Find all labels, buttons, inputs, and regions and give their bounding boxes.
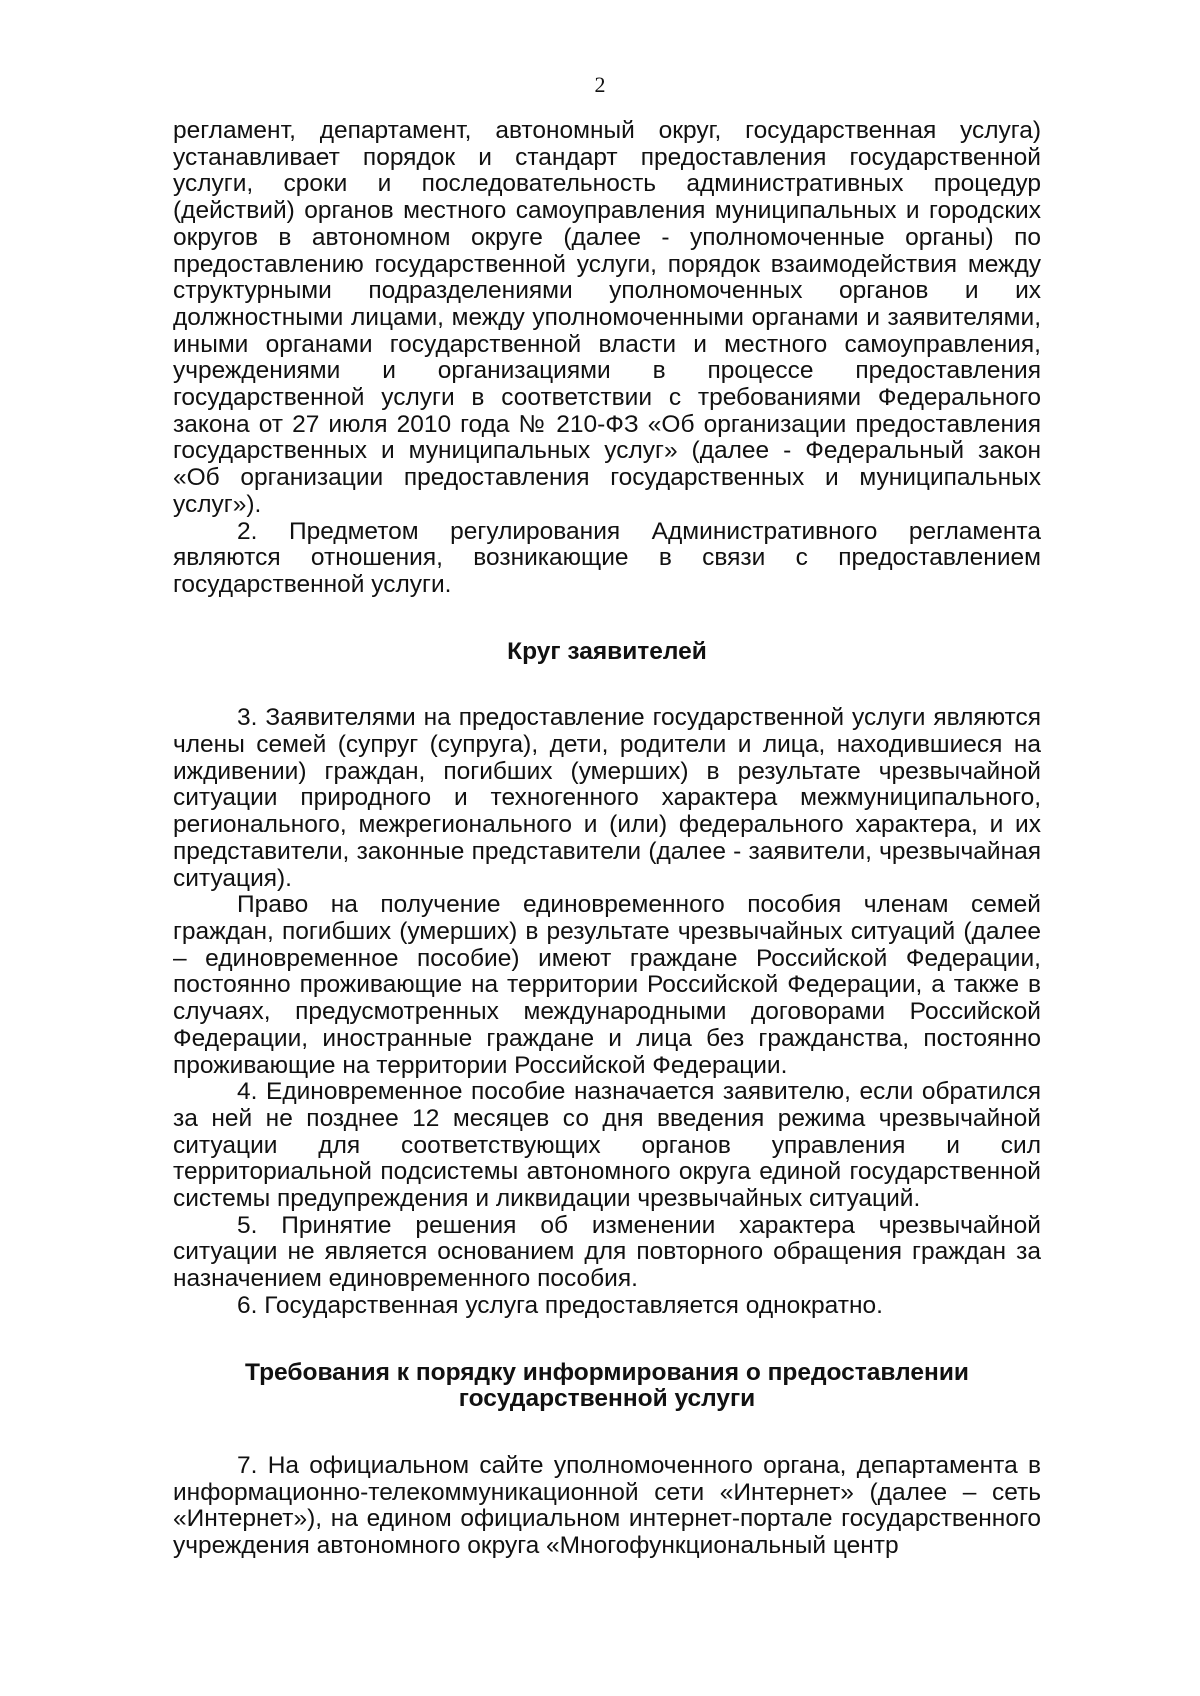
paragraph-7: 7. На официальном сайте уполномоченного органа, департамента в информационно-телекоммуникационной сети «Интернет» (далее – сеть «Интернет»), на едином официальном интернет-портале государственного учреждения автономного округа «Многофункциональный центр [173,1451,1041,1560]
document-body [173,118,1041,1560]
paragraph-2: 2. Предметом регулирования Административного регламента являются отношения, возникающие в связи с предоставлением государственной услуги. [173,517,1041,598]
section-heading-requirements-line1: Требования к порядку информирования о предоставлении [245,1358,969,1386]
paragraph-5: 5. Принятие решения об изменении характера чрезвычайной ситуации не является основанием для повторного обращения граждан за назначением единовременного пособия. [173,1211,1041,1293]
paragraph-1-continuation: регламент, департамент, автономный округ, государственная услуга) устанавливает порядок и стандарт предоставления государственной услуги, сроки и последовательность административных процедур (действий) органов местного самоуправления муниципальных и городских округов в автономном округе (далее - уполномоченные органы) по предоставлению государственной услуги, порядок взаимодействия между структурными подразделениями уполномоченных органов и их должностными лицами, между уполномоченными органами и заявителями, иными органами государственной власти и местного самоуправления, учреждениями и организациями в процессе предоставления государственной услуги в соответствии с требованиями Федерального закона от 27 июля 2010 года № 210-ФЗ «Об организации предоставления государственных и муниципальных услуг» (далее - Федеральный закон «Об организации предоставления государственных и муниципальных услуг»). [173,117,1041,518]
section-heading-requirements [173,1360,1041,1413]
paragraph-3-right: Право на получение единовременного пособия членам семей граждан, погибших (умерших) в результате чрезвычайных ситуаций (далее – единовременное пособие) имеют граждане Российской Федерации, постоянно проживающие на территории Российской Федерации, а также в случаях, предусмотренных международными договорами Российской Федерации, иностранные граждане и лица без гражданства, постоянно проживающие на территории Российской Федерации. [173,891,1041,1079]
section-heading-applicants: Круг заявителей [507,637,707,665]
section-heading-requirements-line2: государственной услуги [458,1385,756,1413]
paragraph-4: 4. Единовременное пособие назначается заявителю, если обратился за ней не позднее 12 месяцев со дня введения режима чрезвычайной ситуации для соответствующих органов управления и сил территориальной подсистемы автономного округа единой государственной системы предупреждения и ликвидации чрезвычайных ситуаций. [173,1078,1041,1213]
paragraph-3: 3. Заявителями на предоставление государственной услуги являются члены семей (супруг (супруга), дети, родители и лица, находившиеся на иждивении) граждан, погибших (умерших) в результате чрезвычайной ситуации природного и техногенного характера межмуниципального, регионального, межрегионального и (или) федерального характера, и их представители, законные представители (далее - заявители, чрезвычайная ситуация). [173,704,1041,892]
page-number: 2 [594,72,606,97]
paragraph-6: 6. Государственная услуга предоставляется однократно. [237,1291,883,1319]
